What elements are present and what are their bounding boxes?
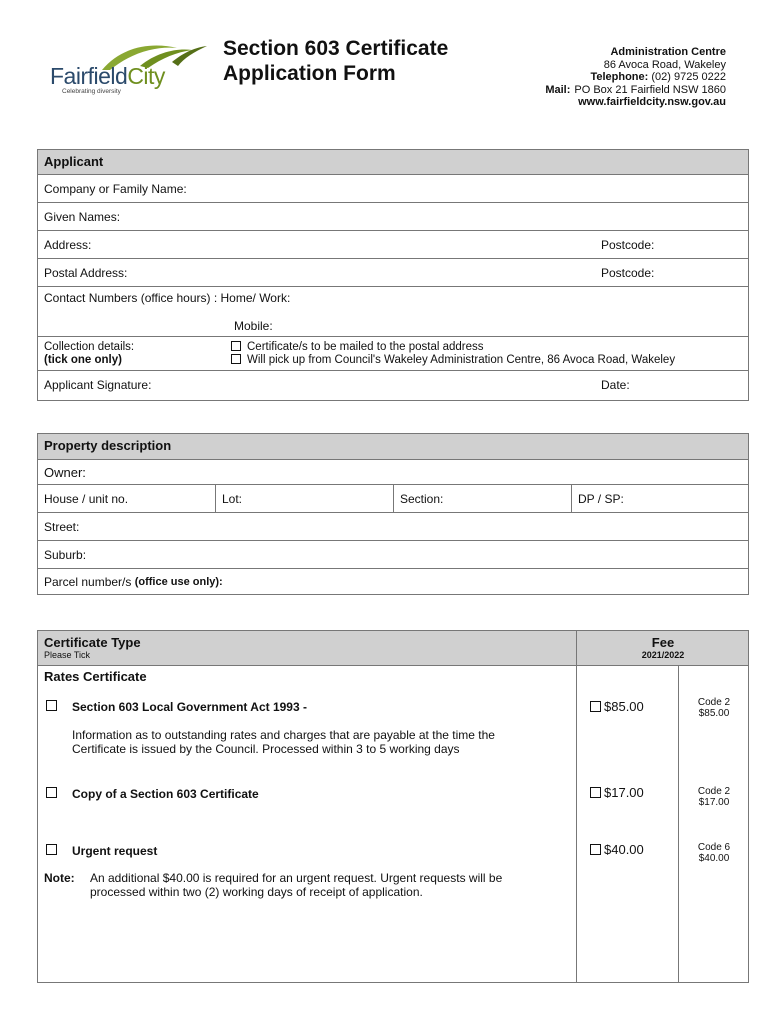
fee-40-option[interactable] — [590, 842, 644, 857]
telephone-value: (02) 9725 0222 — [651, 71, 726, 83]
suburb-label: Suburb: — [44, 547, 87, 562]
mail-label: Mail: — [545, 83, 571, 96]
given-names-field[interactable] — [38, 203, 748, 231]
parcel-hint: (office use only): — [134, 575, 223, 588]
code-2-amount: $17.00 — [698, 797, 730, 808]
code-2-label: Code 2 — [697, 786, 731, 797]
suburb-field[interactable] — [38, 541, 748, 569]
checkbox-fee-40[interactable] — [590, 844, 601, 855]
admin-contact-block — [545, 46, 726, 109]
street-field[interactable] — [38, 513, 748, 541]
signature-field[interactable] — [38, 371, 748, 399]
postal-address-field[interactable] — [38, 259, 748, 287]
telephone-label: Telephone: — [590, 71, 649, 83]
lot-field[interactable] — [216, 485, 394, 512]
fee-year: 2021/2022 — [641, 650, 685, 660]
postal-postcode-label: Postcode: — [601, 265, 655, 280]
code-block-2 — [678, 786, 750, 808]
postal-address-label: Postal Address: — [44, 265, 128, 280]
fairfield-city-logo — [42, 36, 192, 104]
checkbox-fee-17[interactable] — [590, 787, 601, 798]
postcode-label: Postcode: — [601, 237, 655, 252]
item-copy-label: Copy of a Section 603 Certificate — [72, 787, 259, 801]
collection-option-mail-label: Certificate/s to be mailed to the postal address — [247, 340, 484, 353]
collection-option-pickup[interactable] — [231, 354, 675, 367]
form-title — [223, 36, 448, 86]
logo-city: City — [127, 63, 165, 89]
contact-label: Contact Numbers (office hours) : Home/ Work: — [44, 291, 291, 305]
admin-title: Administration Centre — [610, 46, 726, 58]
collection-label: Collection details: — [44, 340, 135, 353]
code-3-amount: $40.00 — [698, 853, 730, 864]
title-line-2: Application Form — [223, 62, 396, 85]
fee-40-label: $40.00 — [604, 842, 644, 857]
house-unit-field[interactable] — [38, 485, 216, 512]
item-section603-label: Section 603 Local Government Act 1993 - — [72, 700, 307, 714]
code-block-1 — [678, 697, 750, 719]
collection-details-row — [38, 337, 748, 371]
code-3-label: Code 6 — [697, 842, 731, 853]
checkbox-section603[interactable] — [46, 700, 57, 711]
house-unit-label: House / unit no. — [44, 491, 129, 506]
parcel-label: Parcel number/s — [44, 574, 135, 589]
checkbox-urgent[interactable] — [46, 844, 57, 855]
mail-value: PO Box 21 Fairfield NSW 1860 — [574, 83, 726, 96]
company-name-field[interactable] — [38, 175, 748, 203]
note-label: Note: — [44, 871, 75, 885]
property-heading: Property description — [38, 434, 748, 460]
address-label: Address: — [44, 237, 92, 252]
property-section — [37, 433, 749, 595]
contact-numbers-field[interactable] — [38, 287, 748, 337]
certificate-section — [37, 630, 749, 983]
certificate-subheading: Please Tick — [44, 650, 91, 660]
applicant-heading: Applicant — [38, 150, 748, 175]
mail-line — [545, 84, 726, 97]
parcel-number-field[interactable] — [38, 569, 748, 594]
section-label: Section: — [400, 491, 444, 506]
applicant-section — [37, 149, 749, 401]
checkbox-pickup[interactable] — [231, 354, 241, 364]
item-urgent-checkbox[interactable] — [46, 843, 57, 857]
logo-tagline: Celebrating diversity — [62, 88, 121, 95]
fee-17-option[interactable] — [590, 785, 644, 800]
dp-sp-label: DP / SP: — [578, 491, 624, 506]
street-label: Street: — [44, 519, 80, 534]
fee-85-label: $85.00 — [604, 699, 644, 714]
address-field[interactable] — [38, 231, 748, 259]
collection-option-mail[interactable] — [231, 341, 675, 354]
checkbox-copy[interactable] — [46, 787, 57, 798]
admin-address: 86 Avoca Road, Wakeley — [603, 58, 726, 71]
signature-label: Applicant Signature: — [44, 378, 152, 392]
code-block-3 — [678, 842, 750, 864]
telephone-line — [545, 71, 726, 84]
lot-label: Lot: — [222, 491, 243, 506]
owner-label: Owner: — [44, 464, 86, 480]
code-1-amount: $85.00 — [698, 708, 730, 719]
fee-column-divider — [576, 631, 577, 982]
date-label: Date: — [601, 378, 630, 392]
mobile-label: Mobile: — [234, 319, 273, 333]
lot-details-row — [38, 485, 748, 513]
item-section603-desc-2: Certificate is issued by the Council. Processed within 3 to 5 working days — [72, 742, 460, 756]
logo-name: Fairfield — [50, 63, 128, 89]
collection-hint: (tick one only) — [44, 353, 122, 366]
section-field[interactable] — [394, 485, 572, 512]
website-link[interactable]: www.fairfieldcity.nsw.gov.au — [578, 96, 726, 108]
note-line-1: An additional $40.00 is required for an urgent request. Urgent requests will be — [90, 871, 503, 885]
rates-certificate-heading: Rates Certificate — [44, 669, 147, 684]
fee-17-label: $17.00 — [604, 785, 644, 800]
given-names-label: Given Names: — [44, 209, 121, 224]
item-section603-desc-1: Information as to outstanding rates and charges that are payable at the time the — [72, 728, 495, 742]
collection-option-pickup-label: Will pick up from Council's Wakeley Administration Centre, 86 Avoca Road, Wakeley — [247, 353, 676, 366]
item-copy-checkbox[interactable] — [46, 786, 57, 800]
code-1-label: Code 2 — [697, 697, 731, 708]
fee-heading: Fee — [651, 635, 675, 650]
fee-85-option[interactable] — [590, 699, 644, 714]
item-urgent-label: Urgent request — [72, 844, 158, 858]
owner-field[interactable] — [38, 460, 748, 485]
checkbox-fee-85[interactable] — [590, 701, 601, 712]
title-line-1: Section 603 Certificate — [223, 37, 449, 60]
item-section603-checkbox[interactable] — [46, 699, 57, 713]
checkbox-mail[interactable] — [231, 341, 241, 351]
note-line-2: processed within two (2) working days of receipt of application. — [90, 885, 423, 899]
company-label: Company or Family Name: — [44, 181, 187, 196]
certificate-heading: Certificate Type — [44, 635, 141, 650]
dp-sp-field[interactable] — [572, 485, 748, 512]
